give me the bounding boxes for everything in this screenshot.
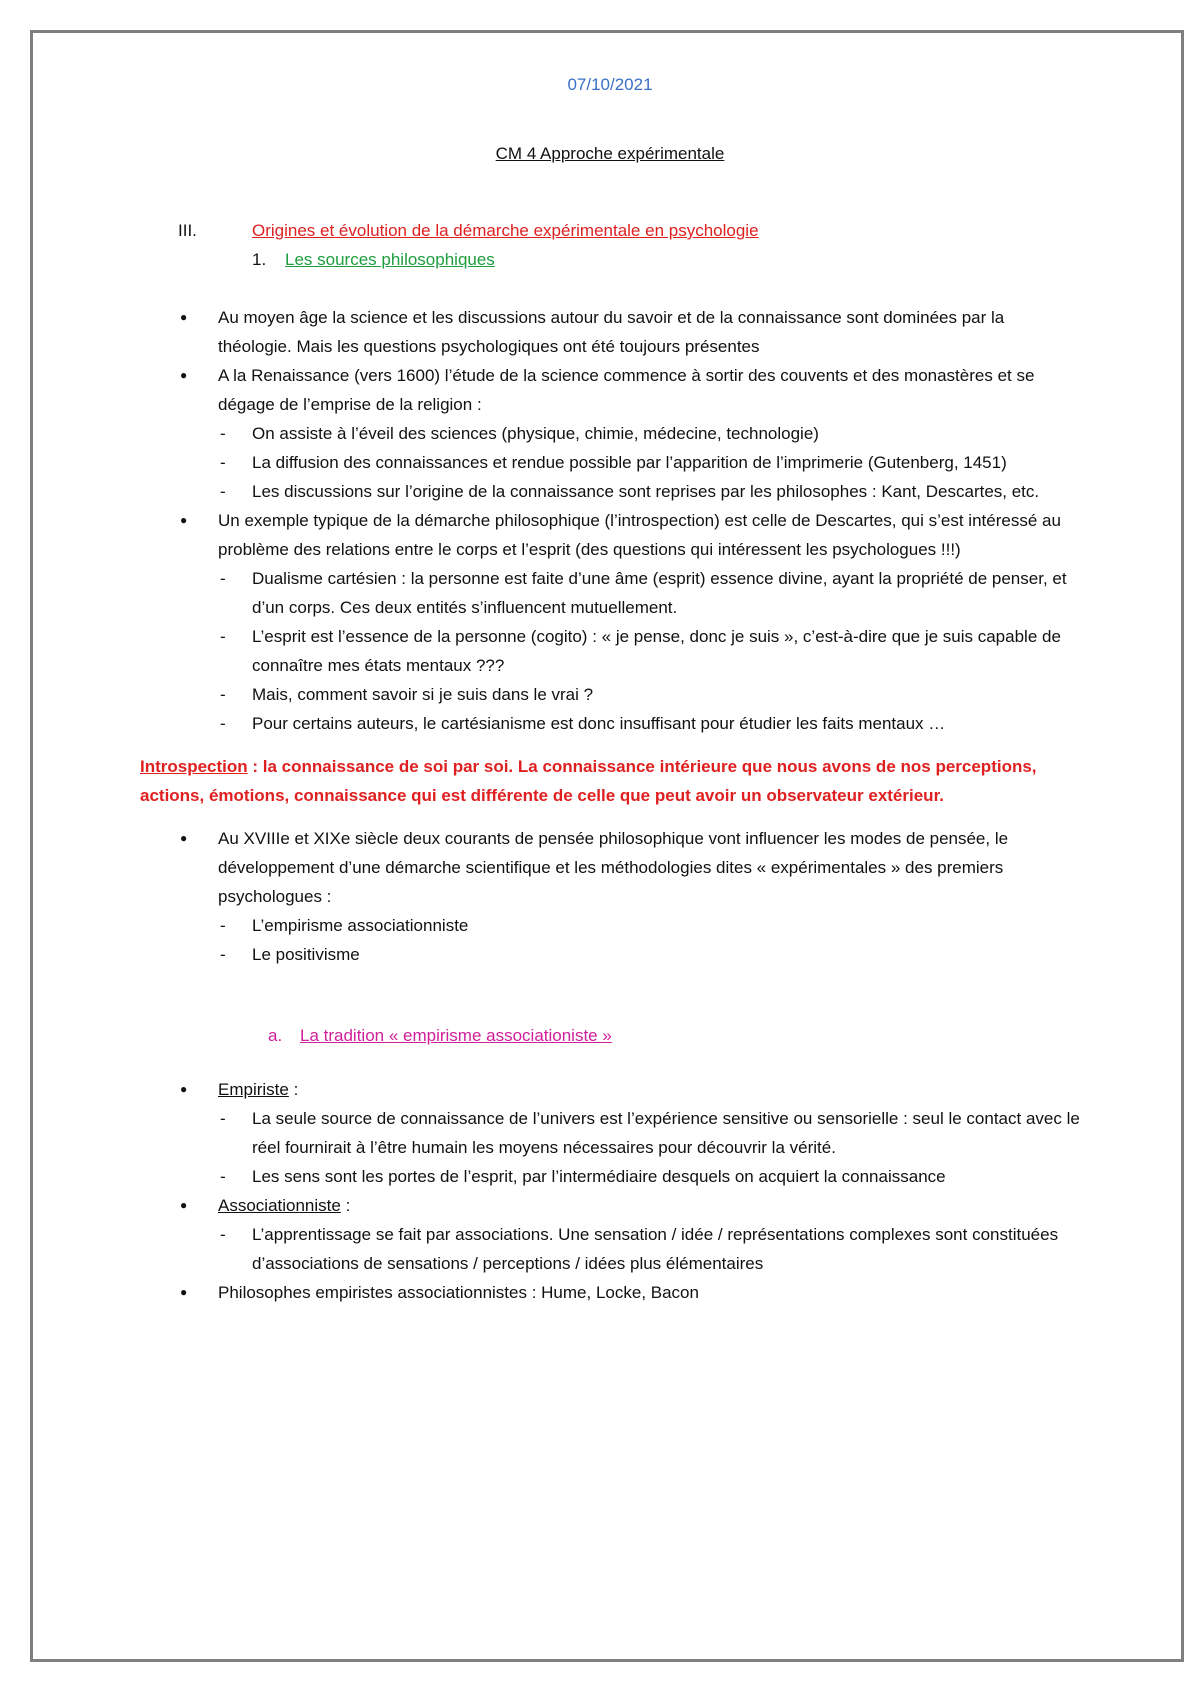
dash-list-renaissance — [218, 419, 1080, 506]
dash-item: - On assiste à l’éveil des sciences (physique, chimie, médecine, technologie) — [218, 419, 1080, 448]
dash-item: - L’empirisme associationniste — [218, 911, 1080, 940]
dash-list-empiriste — [218, 1104, 1080, 1191]
bullet-list-currents — [140, 824, 1080, 969]
section-title: Origines et évolution de la démarche expérimentale en psychologie — [252, 221, 759, 240]
dash-item: - La diffusion des connaissances et rendue possible par l’apparition de l’imprimerie (Gutenberg, 1451) — [218, 448, 1080, 477]
associationniste-label: Associationniste — [218, 1196, 341, 1215]
list-item — [140, 824, 1080, 969]
list-item — [140, 506, 1080, 738]
dash-list-descartes — [218, 564, 1080, 738]
dash-list-associationniste — [218, 1220, 1080, 1278]
section-numeral: III. — [178, 221, 197, 240]
bullet-list-empirisme — [140, 1075, 1080, 1307]
definition-text: : la connaissance de soi par soi. La connaissance intérieure que nous avons de nos perceptions, actions, émotions, connaissance qui est différente de celle que peut avoir un observateur extérieur. — [140, 757, 1037, 805]
bullet-list-sources — [140, 303, 1080, 738]
subsection-a-letter: a. — [268, 1026, 283, 1045]
dash-item: - Mais, comment savoir si je suis dans le vrai ? — [218, 680, 1080, 709]
list-item — [140, 1075, 1080, 1191]
dash-item: - L’apprentissage se fait par associations. Une sensation / idée / représentations complexes sont constituées d’associations de sensations / perceptions / idées plus élémentaires — [218, 1220, 1080, 1278]
list-item: ● Au moyen âge la science et les discussions autour du savoir et de la connaissance sont dominées par la théologie. Mais les questions psychologiques ont été toujours présentes — [140, 303, 1080, 361]
list-item — [140, 361, 1080, 506]
dash-item: - La seule source de connaissance de l’univers est l’expérience sensitive ou sensorielle : seul le contact avec le réel fournirait à l’être humain les moyens nécessaires pour découvrir la vérité. — [218, 1104, 1080, 1162]
document-title: CM 4 Approche expérimentale — [495, 144, 725, 163]
introspection-definition — [140, 752, 1080, 810]
list-item-text: Un exemple typique de la démarche philosophique (l’introspection) est celle de Descartes, qui s’est intéressé au problème des relations entre le corps et l’esprit (des questions qui intéressent les psychologues !!!) — [218, 511, 1061, 559]
document-body — [140, 70, 1080, 1307]
list-item — [140, 1191, 1080, 1278]
dash-item: - Les sens sont les portes de l’esprit, par l’intermédiaire desquels on acquiert la connaissance — [218, 1162, 1080, 1191]
definition-term: Introspection — [140, 757, 248, 776]
subsection-heading — [140, 245, 1080, 274]
subsection-title: Les sources philosophiques — [285, 250, 495, 269]
dash-item: - Dualisme cartésien : la personne est faite d’une âme (esprit) essence divine, ayant la propriété de penser, et d’un corps. Ces deux entités s’influencent mutuellement. — [218, 564, 1080, 622]
dash-item: - Le positivisme — [218, 940, 1080, 969]
subsection-number: 1. — [252, 250, 267, 269]
list-item-text: A la Renaissance (vers 1600) l’étude de la science commence à sortir des couvents et des monastères et se dégage de l’emprise de la religion : — [218, 366, 1035, 414]
dash-list-currents — [218, 911, 1080, 969]
dash-item: - L’esprit est l’essence de la personne (cogito) : « je pense, donc je suis », c’est-à-dire que je suis capable de connaître mes états mentaux ??? — [218, 622, 1080, 680]
label-suffix: : — [340, 1196, 351, 1215]
dash-item: - Les discussions sur l’origine de la connaissance sont reprises par les philosophes : Kant, Descartes, etc. — [218, 477, 1080, 506]
list-item-text: Au XVIIIe et XIXe siècle deux courants de pensée philosophique vont influencer les modes de pensée, le développement d’une démarche scientifique et les méthodologies dites « expérimentales » des premiers psychologues : — [218, 829, 1009, 906]
section-heading — [140, 216, 1080, 245]
dash-item: - Pour certains auteurs, le cartésianisme est donc insuffisant pour étudier les faits mentaux … — [218, 709, 1080, 738]
subsection-a-heading — [140, 1021, 1080, 1050]
subsection-a-title: La tradition « empirisme associationiste » — [300, 1026, 612, 1045]
empiriste-label: Empiriste — [218, 1080, 289, 1099]
document-date: 07/10/2021 — [567, 75, 653, 94]
list-item: ● Philosophes empiristes associationnistes : Hume, Locke, Bacon — [140, 1278, 1080, 1307]
label-suffix: : — [288, 1080, 299, 1099]
